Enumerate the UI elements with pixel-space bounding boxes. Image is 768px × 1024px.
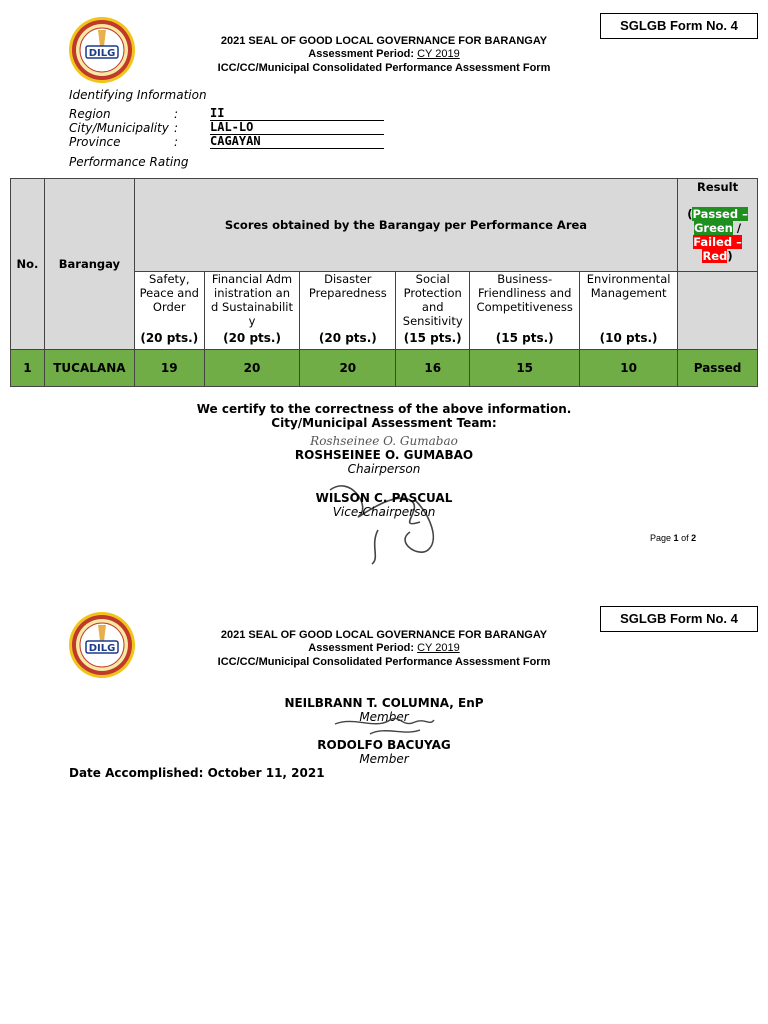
period-label: Assessment Period: [308,642,415,654]
area-name: Safety, Peace and Order [139,272,199,314]
result-label: Result [696,180,739,194]
form-name: ICC/CC/Municipal Consolidated Performance Assessment Form [217,656,551,668]
performance-rating-label: Performance Rating [69,155,189,169]
area-points: (20 pts.) [318,331,377,345]
region-colon: : [174,107,179,121]
area-header-disaster [300,272,396,350]
passed-legend: Passed – Green [692,207,748,235]
assessment-period [0,47,768,61]
logo-text: DILG [88,48,116,59]
page-total: 2 [691,533,697,543]
failed-legend: Failed – Red [693,235,742,263]
result-subheader-blank [678,272,758,350]
form-number-box: SGLGB Form No. 4 [600,13,758,39]
date-accomplished [69,766,325,780]
period-value: CY 2019 [417,48,460,60]
member1-name: NEILBRANN T. COLUMNA, EnP [284,696,484,710]
vice-chair-name: WILSON C. PASCUAL [315,491,453,505]
identifying-info-label: Identifying Information [69,88,207,102]
area-name: Disaster Preparedness [308,272,387,300]
city-label: City/Municipality [69,121,169,135]
score-business: 15 [470,350,580,387]
logo-text: DILG [88,643,116,654]
page-word: Page [650,533,672,543]
chair-role: Chairperson [347,462,421,476]
chair-signature: Roshseinee O. Gumabao [310,434,458,448]
document-title: 2021 SEAL OF GOOD LOCAL GOVERNANCE FOR BARANGAY [220,35,548,47]
chair-name: ROSHSEINEE O. GUMABAO [294,448,474,462]
city-colon: : [174,121,179,135]
area-name: Business-Friendliness and Competitiveness [476,272,573,314]
period-value: CY 2019 [417,642,460,654]
form-number-box: SGLGB Form No. 4 [600,606,758,632]
row-barangay: TUCALANA [44,350,134,387]
assessment-period [0,641,768,655]
result-slash: / [732,221,742,235]
score-table [10,178,758,387]
member2-role: Member [359,752,409,766]
area-name: Social Protection and Sensitivity [402,272,463,328]
result-legend [678,207,757,263]
result-close-paren: ) [727,249,733,263]
area-header-safety [134,272,204,350]
area-points: (15 pts.) [403,331,462,345]
barangay-header: Barangay [44,179,134,350]
score-environment: 10 [580,350,678,387]
area-header-financial [204,272,300,350]
result-header [678,179,758,272]
area-header-environment [580,272,678,350]
row-no: 1 [11,350,45,387]
area-points: (15 pts.) [495,331,554,345]
area-header-business [470,272,580,350]
table-row [11,350,758,387]
no-header: No. [11,179,45,350]
certify-statement: We certify to the correctness of the above information. [196,402,572,416]
area-name: Environmental Management [586,272,671,300]
result-open-paren: ( [687,207,693,221]
page-indicator [650,533,696,543]
region-label: Region [69,107,111,121]
city-value: LAL-LO [210,121,384,135]
province-colon: : [174,135,179,149]
area-points: (10 pts.) [599,331,658,345]
vice-chair-role: Vice-Chairperson [332,505,436,519]
area-header-social [396,272,470,350]
form-name: ICC/CC/Municipal Consolidated Performance Assessment Form [217,62,551,74]
member2-signature-icon [330,706,440,742]
score-disaster: 20 [300,350,396,387]
date-value: October 11, 2021 [207,766,325,780]
assessment-team-label: City/Municipal Assessment Team: [271,416,497,430]
row-result: Passed [678,350,758,387]
page-of: of [681,533,689,543]
score-safety: 19 [134,350,204,387]
score-social: 16 [396,350,470,387]
period-label: Assessment Period: [308,48,415,60]
page-number: 1 [673,533,679,543]
document-title: 2021 SEAL OF GOOD LOCAL GOVERNANCE FOR BARANGAY [220,629,548,641]
score-financial: 20 [204,350,300,387]
member2-name: RODOLFO BACUYAG [317,738,451,752]
scores-header: Scores obtained by the Barangay per Performance Area [134,179,677,272]
area-points: (20 pts.) [140,331,199,345]
page-2 [0,580,768,1024]
area-points: (20 pts.) [223,331,281,345]
date-label: Date Accomplished: [69,766,204,780]
region-value: II [210,107,384,121]
province-label: Province [69,135,121,149]
area-name: Financial Administration and Sustainability [211,272,294,328]
member1-role: Member [359,710,409,724]
province-value: CAGAYAN [210,135,384,149]
